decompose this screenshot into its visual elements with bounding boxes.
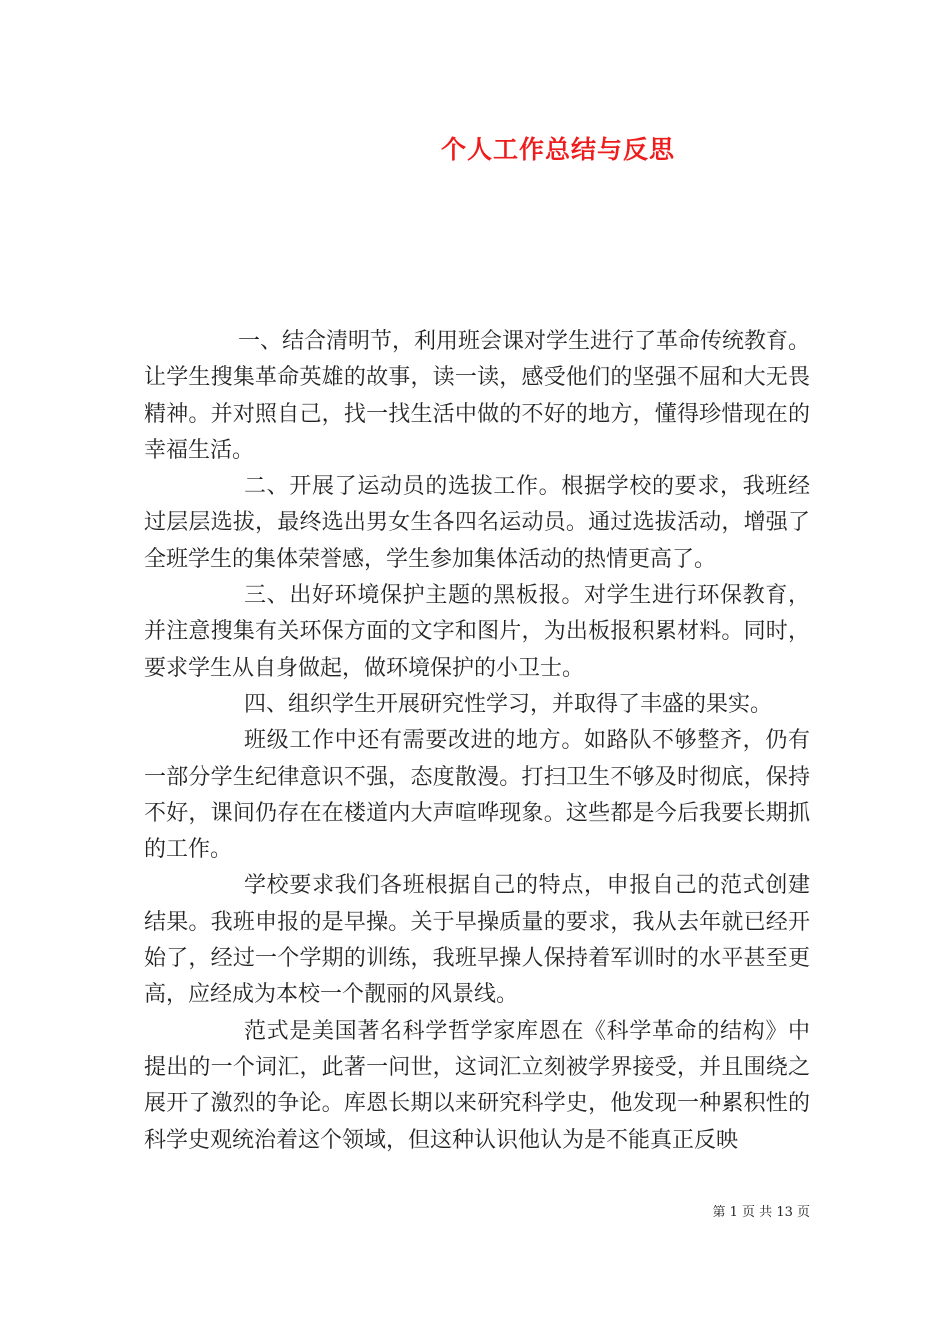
document-title: 个人工作总结与反思 [440, 135, 675, 164]
document-body [144, 324, 810, 1159]
paragraph-6: 学校要求我们各班根据自己的特点，申报自己的范式创建结果。我班申报的是早操。关于早操质量的要求，我从去年就已经开始了，经过一个学期的训练，我班早操人保持着军训时的水平甚至更高，应经成为本校一个靓丽的风景线。 [144, 873, 810, 1008]
paragraph-7: 范式是美国著名科学哲学家库恩在《科学革命的结构》中提出的一个词汇，此著一问世，这词汇立刻被学界接受，并且围绕之展开了激烈的争论。库恩长期以来研究科学史，他发现一种累积性的科学史观统治着这个领域，但这种认识他认为是不能真正反映 [144, 1018, 810, 1153]
page-number-footer: 第 1 页 共 13 页 [712, 1205, 810, 1220]
paragraph-4: 四、组织学生开展研究性学习，并取得了丰盛的果实。 [244, 691, 773, 717]
paragraph-3: 三、出好环境保护主题的黑板报。对学生进行环保教育，并注意搜集有关环保方面的文字和图片，为出板报积累材料。同时，要求学生从自身做起，做环境保护的小卫士。 [144, 583, 810, 681]
paragraph-5: 班级工作中还有需要改进的地方。如路队不够整齐，仍有一部分学生纪律意识不强，态度散漫。打扫卫生不够及时彻底，保持不好，课间仍存在在楼道内大声喧哗现象。这些都是今后我要长期抓的工作。 [144, 728, 810, 863]
paragraph-1: 一、结合清明节，利用班会课对学生进行了革命传统教育。让学生搜集革命英雄的故事，读一读，感受他们的坚强不屈和大无畏精神。并对照自己，找一找生活中做的不好的地方，懂得珍惜现在的幸福生活。 [144, 329, 811, 463]
paragraph-2: 二、开展了运动员的选拔工作。根据学校的要求，我班经过层层选拔，最终选出男女生各四名运动员。通过选拔活动，增强了全班学生的集体荣誉感，学生参加集体活动的热情更高了。 [144, 474, 810, 572]
